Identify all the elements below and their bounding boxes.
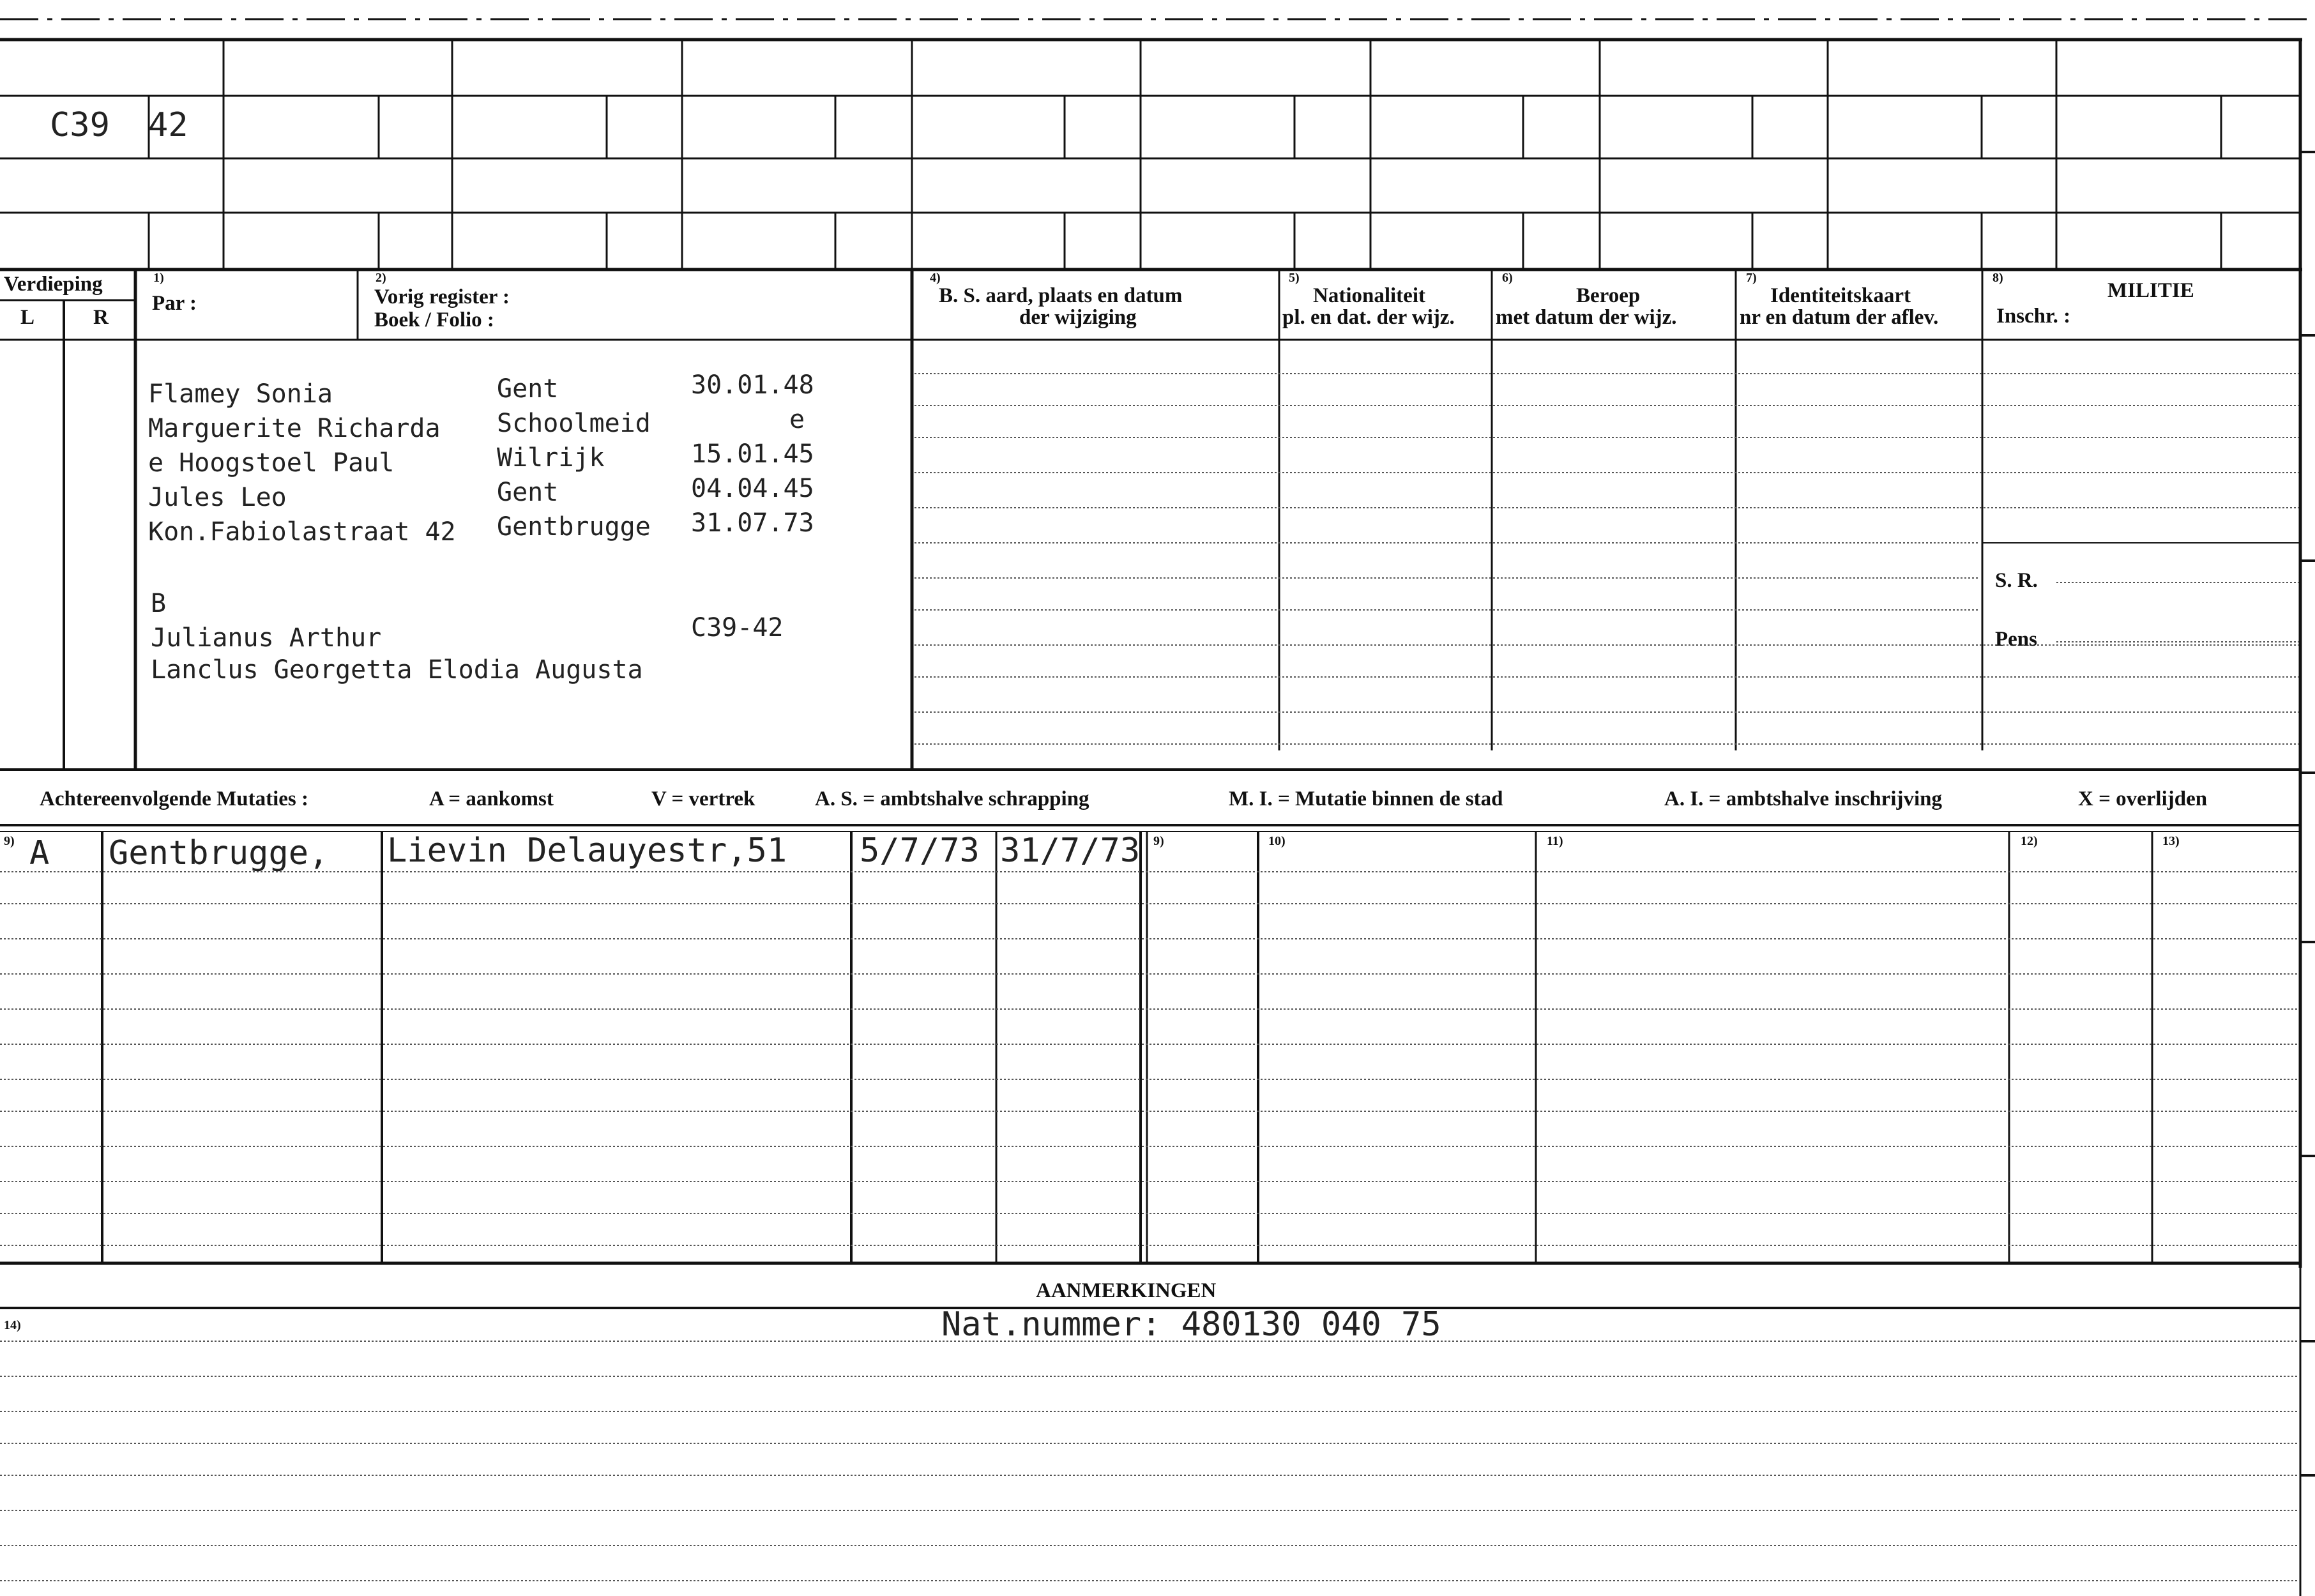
vorig-register-number: 2) [376,271,386,285]
nationaliteit-header-line2: pl. en dat. der wijz. [1282,306,1455,329]
mutation-col-number: 12) [2021,834,2038,848]
militie-sr-label: S. R. [1995,569,2038,592]
person-name: Jules Leo [148,483,287,512]
person-place: Schoolmeid [497,409,651,438]
mutation-street: Lievin Delauyestr,51 [387,832,787,870]
legend-title: Achtereenvolgende Mutaties : [40,787,308,810]
bs-header-line2: der wijziging [1019,306,1137,329]
person-date: 04.04.45 [691,474,814,503]
legend-overlijden: X = overlijden [2078,787,2208,810]
nationaliteit-header-line1: Nationaliteit [1313,284,1425,307]
mother-name: Lanclus Georgetta Elodia Augusta [151,655,643,685]
mutation-col-number: 13) [2162,834,2180,848]
floor-right-label: R [93,306,109,329]
mutation-municipality: Gentbrugge, [109,834,329,872]
person-place: Gent [497,478,559,507]
beroep-header-line2: met datum der wijz. [1496,306,1677,329]
par-number: 1) [153,271,164,285]
bs-number: 4) [930,271,941,285]
parents-letter: B [151,589,167,618]
national-number: Nat.nummer: 480130 040 75 [941,1305,1441,1344]
nationaliteit-number: 5) [1289,271,1300,285]
beroep-header-line1: Beroep [1576,284,1641,307]
person-date: 31.07.73 [691,508,814,538]
remarks-title: AANMERKINGEN [1036,1279,1217,1302]
par-label: Par : [152,292,197,315]
identiteitskaart-header-line1: Identiteitskaart [1770,284,1911,307]
militie-pens-label: Pens [1995,628,2037,651]
person-name: Marguerite Richarda [148,414,441,443]
person-name: Kon.Fabiolastraat 42 [148,517,456,547]
mutation-col-number: 10) [1268,834,1286,848]
legend-inschrijving: A. I. = ambtshalve inschrijving [1664,787,1943,810]
mutation-col-number: 9) [4,834,15,848]
vorig-register-label: Vorig register : [374,285,510,308]
mutation-type: A [29,834,50,872]
father-name: Julianus Arthur [151,623,382,653]
person-date: 30.01.48 [691,370,814,400]
boek-folio-label: Boek / Folio : [374,308,494,331]
bs-header-line1: B. S. aard, plaats en datum [939,284,1183,307]
mutation-col-number: 11) [1547,834,1563,848]
legend-mutatie: M. I. = Mutatie binnen de stad [1229,787,1503,810]
beroep-number: 6) [1502,271,1513,285]
remarks-number: 14) [4,1318,21,1332]
register-number: 42 [148,106,188,144]
militie-inschr-label: Inschr. : [1996,305,2071,328]
person-name: e Hoogstoel Paul [148,448,395,478]
identiteitskaart-header-line2: nr en datum der aflev. [1740,306,1939,329]
identiteitskaart-number: 7) [1746,271,1757,285]
mutation-date-2: 31/7/73 [1000,832,1141,870]
mutation-date-1: 5/7/73 [860,832,980,870]
verdieping-label: Verdieping [4,273,103,296]
person-place: Gentbrugge [497,512,651,542]
floor-left-label: L [20,306,35,329]
mutation-col-number: 9) [1153,834,1164,848]
person-date: e [789,405,805,434]
parents-reference: C39-42 [691,613,784,642]
person-place: Gent [497,374,559,404]
legend-aankomst: A = aankomst [429,787,554,810]
register-code: C39 [50,106,110,144]
militie-number: 8) [1992,271,2003,285]
legend-vertrek: V = vertrek [651,787,755,810]
person-name: Flamey Sonia [148,379,333,409]
legend-schrapping: A. S. = ambtshalve schrapping [815,787,1089,810]
person-date: 15.01.45 [691,439,814,469]
person-place: Wilrijk [497,443,605,473]
militie-header: MILITIE [2107,279,2194,302]
